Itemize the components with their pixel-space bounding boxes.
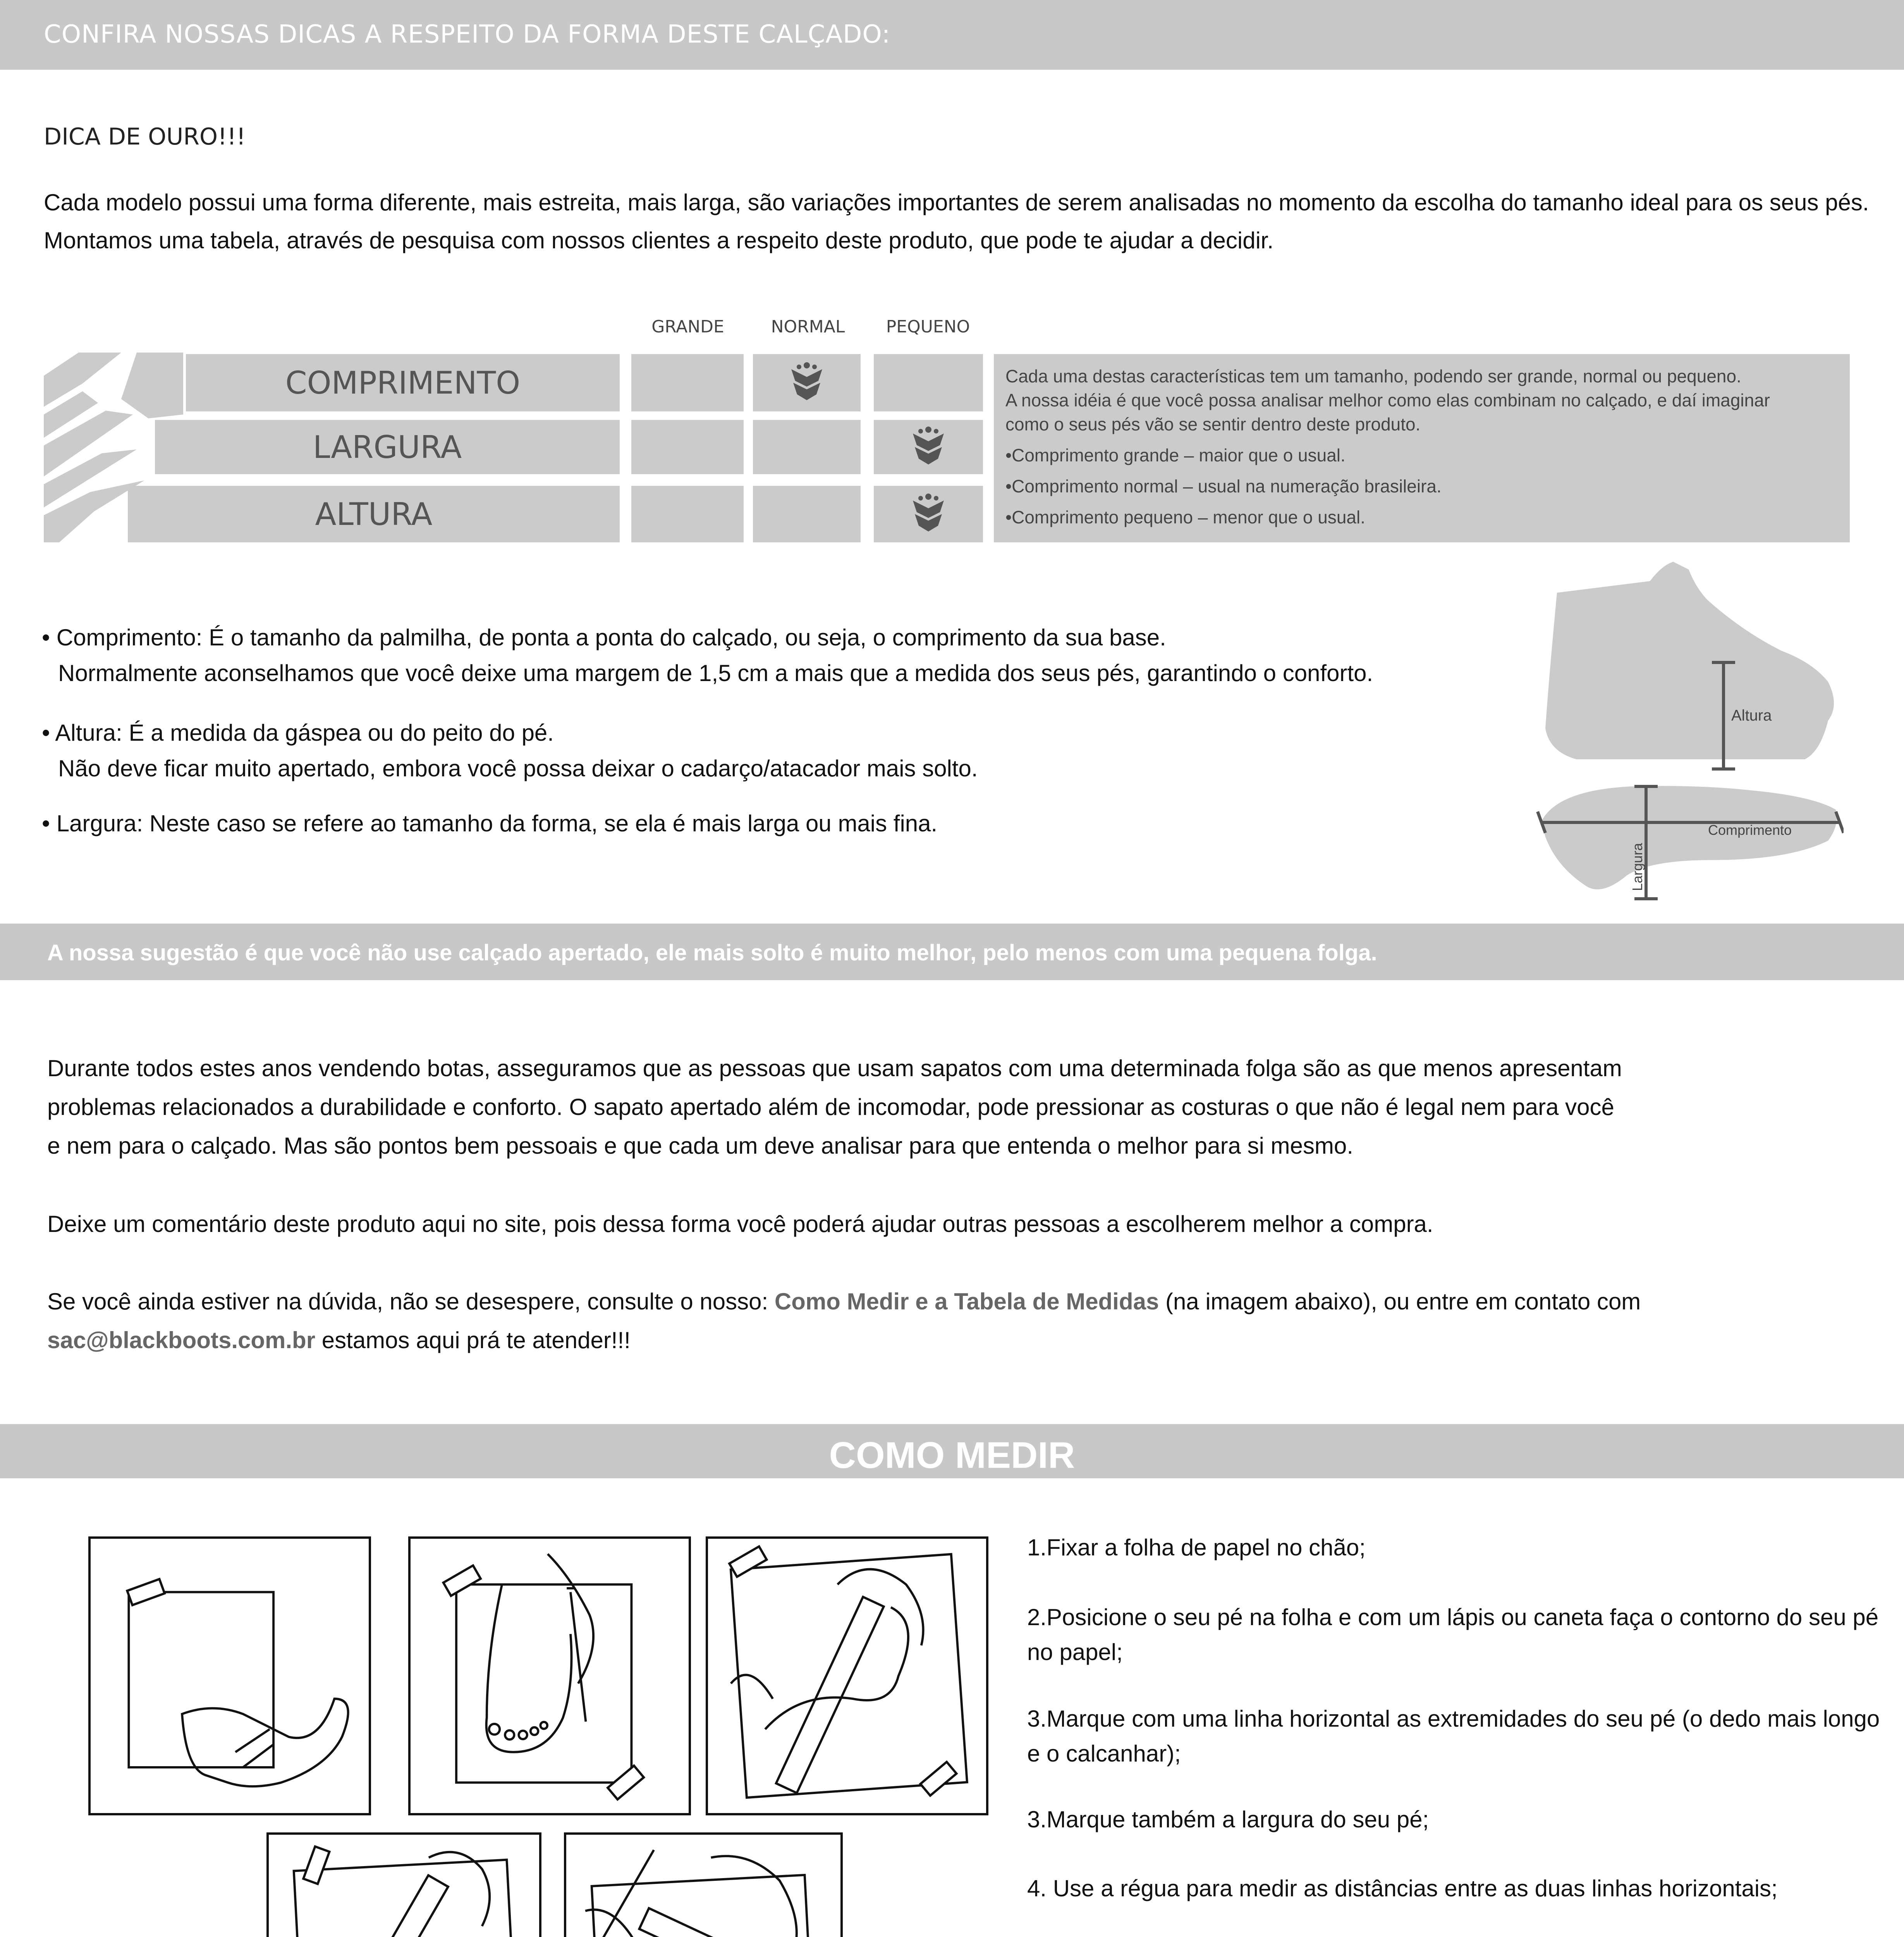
suggestion-banner	[0, 924, 1904, 980]
row-label-comprimento: COMPRIMENTO	[186, 354, 620, 411]
dica-title: DICA DE OURO!!!	[44, 123, 246, 150]
email-link[interactable]: sac@blackboots.com.br	[47, 1327, 316, 1353]
label-largura: Largura	[1629, 843, 1645, 891]
cell-altura-normal	[753, 486, 861, 542]
definition-largura: • Largura: Neste caso se refere ao tamanho da forma, se ela é mais larga ou mais fina.	[42, 810, 938, 836]
cell-comprimento-pequeno	[874, 354, 983, 411]
row-label-altura: ALTURA	[128, 486, 620, 542]
note-bullet: •Comprimento normal – usual na numeração brasileira.	[1005, 476, 1442, 496]
ruler-marking-illustration	[708, 1539, 986, 1813]
cell-altura-pequeno	[874, 486, 983, 542]
como-medir-title: COMO MEDIR	[829, 1435, 1075, 1476]
definition-comprimento: • Comprimento: É o tamanho da palmilha, de ponta a ponta do calçado, ou seja, o comprimento da sua base. Normalmente aconselhamos que você deixe uma margem de 1,5 cm a mais que a medida dos seus pés, garantindo o conforto.	[42, 624, 1373, 686]
step-3: 3.Marque com uma linha horizontal as extremidades do seu pé (o dedo mais longo e o calcanhar);	[1027, 1706, 1880, 1767]
step-2: 2.Posicione o seu pé na folha e com um lápis ou caneta faça o contorno do seu pé no papel;	[1027, 1604, 1879, 1665]
definition-altura: • Altura: É a medida da gáspea ou do peito do pé. Não deve ficar muito apertado, embora você possa deixar o cadarço/atacador mais solto.	[42, 720, 978, 781]
ruler-measuring-illustration	[566, 1835, 840, 1937]
paragraph-deixe: Deixe um comentário deste produto aqui no site, pois dessa forma você poderá ajudar outras pessoas a escolherem melhor a compra.	[47, 1211, 1433, 1237]
illustration-step-1	[88, 1536, 371, 1815]
col-header-grande: GRANDE	[651, 317, 724, 337]
cell-largura-grande	[631, 420, 744, 474]
note-bullet: •Comprimento grande – maior que o usual.	[1005, 445, 1346, 465]
paragraph-durante: Durante todos estes anos vendendo botas, asseguramos que as pessoas que usam sapatos com uma determinada folga são as que menos apresentam problemas relacionados a durabilidade e conforto. O sapato apertado além de incomodar, pode pressionar as costuras o que não é legal nem para você e nem para o calçado. Mas são pontos bem pessoais e que cada um deve analisar para que entenda o melhor para si mesmo.	[47, 1055, 1622, 1159]
fit-table-note	[994, 354, 1850, 542]
label-comprimento: Comprimento	[1708, 822, 1792, 838]
como-medir-link[interactable]: Como Medir e a Tabela de Medidas	[774, 1288, 1159, 1314]
note-line: A nossa idéia é que você possa analisar melhor como elas combinam no calçado, e daí imaginar	[1005, 390, 1770, 410]
illustration-step-3	[706, 1536, 988, 1815]
paragraph-duvida: Se você ainda estiver na dúvida, não se desespere, consulte o nosso: Como Medir e a Tabela de Medidas (na imagem abaixo), ou entre em contato com sac@blackboots.com.br estamos aqui prá te atender!!!	[47, 1288, 1641, 1353]
note-bullet: •Comprimento pequeno – menor que o usual.	[1005, 507, 1366, 527]
cell-largura-pequeno	[874, 420, 983, 474]
step-3b: 3.Marque também a largura do seu pé;	[1027, 1806, 1429, 1832]
top-banner	[0, 0, 1904, 70]
col-header-normal: NORMAL	[771, 317, 845, 337]
width-marking-illustration	[269, 1835, 539, 1937]
suggestion-banner-text: A nossa sugestão é que você não use calçado apertado, ele mais solto é muito melhor, pelo menos com uma pequena folga.	[47, 940, 1377, 965]
paper-taping-illustration	[91, 1539, 369, 1813]
illustration-step-5	[564, 1832, 843, 1937]
shoe-print-icon	[909, 426, 948, 468]
shoe-print-icon	[909, 493, 948, 535]
step-1: 1.Fixar a folha de papel no chão;	[1027, 1534, 1366, 1560]
top-banner-text: CONFIRA NOSSAS DICAS A RESPEITO DA FORMA DESTE CALÇADO:	[44, 20, 891, 49]
illustration-step-2	[408, 1536, 691, 1815]
col-header-pequeno: PEQUENO	[886, 317, 970, 337]
label-altura: Altura	[1731, 707, 1772, 724]
cell-largura-normal	[753, 420, 861, 474]
boot-measurement-diagram	[1534, 558, 1844, 903]
note-line: Cada uma destas características tem um tamanho, podendo ser grande, normal ou pequeno.	[1005, 366, 1741, 386]
como-medir-banner	[0, 1424, 1904, 1478]
foot-tracing-illustration	[411, 1539, 689, 1813]
cell-altura-grande	[631, 486, 744, 542]
shoe-print-icon	[787, 361, 826, 404]
cell-comprimento-normal	[753, 354, 861, 411]
illustration-step-4	[266, 1832, 541, 1937]
intro-text: Cada modelo possui uma forma diferente, mais estreita, mais larga, são variações importantes de serem analisadas no momento da escolha do tamanho ideal para os seus pés. Montamos uma tabela, através de pesquisa com nossos clientes a respeito deste produto, que pode te ajudar a decidir.	[44, 189, 1869, 253]
note-line: como o seus pés vão se sentir dentro deste produto.	[1005, 414, 1421, 434]
row-label-largura: LARGURA	[155, 420, 620, 474]
cell-comprimento-grande	[631, 354, 744, 411]
boot-silhouette	[1545, 562, 1834, 759]
sole-silhouette	[1541, 786, 1837, 889]
step-4: 4. Use a régua para medir as distâncias entre as duas linhas horizontais;	[1027, 1875, 1778, 1901]
